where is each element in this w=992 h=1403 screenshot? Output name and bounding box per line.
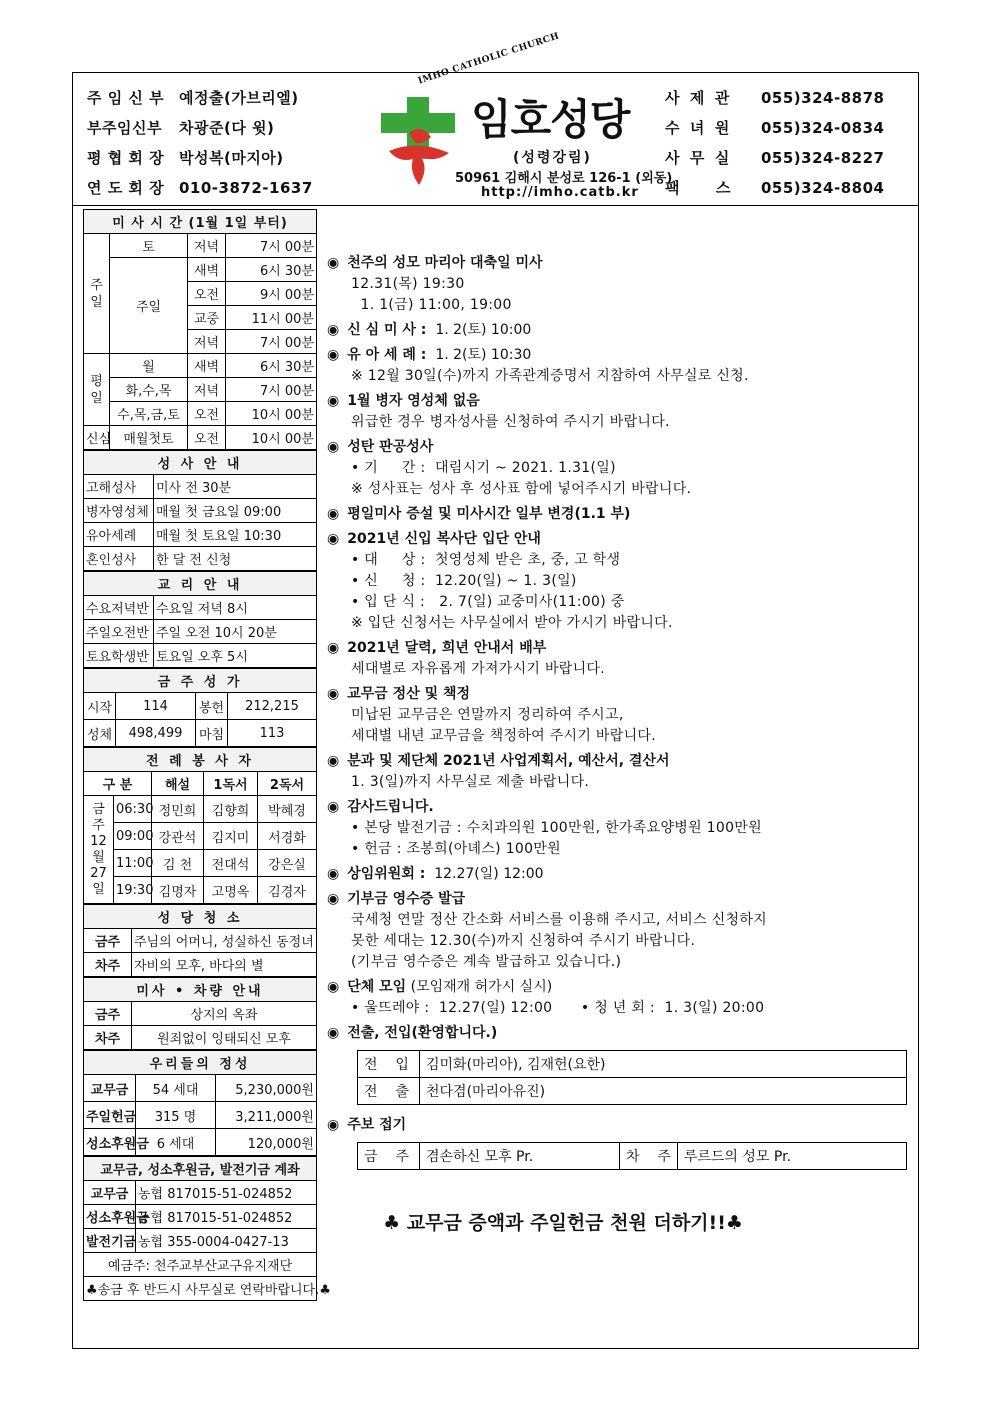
offering-kind: 주일헌금: [84, 1102, 136, 1129]
notice-line: • 입 단 식 : 2. 7(일) 교중미사(11:00) 중: [351, 594, 625, 610]
servers-time: 09:00: [114, 823, 152, 850]
mass-time: 10시 00분: [226, 426, 317, 450]
sacraments-key: 혼인성사: [84, 547, 154, 571]
servers-head: 해설: [152, 772, 204, 796]
notice-title: [327, 437, 917, 458]
contact-phone: 055)324-8804: [761, 179, 885, 197]
clergy-role: 부주임신부: [87, 119, 162, 137]
notice-title: [327, 529, 917, 550]
offering-kind: 성소후원금: [84, 1129, 136, 1156]
transfer-row: [358, 1051, 907, 1078]
cleaning-row: [84, 953, 317, 977]
transfer-table: [357, 1050, 907, 1105]
special-label: 신심: [84, 426, 110, 450]
mass-day: 매월첫토: [110, 426, 188, 450]
sidebar: [83, 209, 331, 1301]
accounts-value: 농협 817015-51-024852: [136, 1205, 317, 1229]
catechism-title: 교 리 안 내: [84, 572, 317, 596]
offering-title: 우리들의 정성: [84, 1051, 317, 1075]
contact-label: 사 제 관: [665, 89, 730, 107]
cross-flame-icon: [369, 93, 469, 193]
sacraments-value: 한 달 전 신청: [154, 547, 317, 571]
notice-line: 국세청 연말 정산 간소화 서비스를 이용해 주시고, 서비스 신청하지: [351, 912, 767, 928]
offering-kind: 교무금: [84, 1075, 136, 1102]
fold-value: 루르드의 성모 Pr.: [677, 1143, 906, 1170]
notice-line: 1. 1(금) 11:00, 19:00: [351, 297, 512, 313]
transfer-type: 전 입: [358, 1051, 420, 1078]
clergy-role: 주 임 신 부: [87, 89, 165, 107]
notice-title-text: 평일미사 증설 및 미사시간 일부 변경(1.1 부): [347, 506, 631, 522]
bullet-icon: ◉: [327, 439, 340, 455]
contact-label: 수 녀 원: [665, 119, 730, 137]
mass-time: 6시 30분: [226, 354, 317, 378]
church-name: 임호성당: [471, 95, 630, 144]
sacrament-title: 성 사 안 내: [84, 451, 317, 475]
notice-title-text: 2021년 신입 복사단 입단 안내: [347, 531, 541, 547]
notice-title: [327, 1023, 917, 1044]
offering-row: [84, 1129, 317, 1156]
bullet-icon: ◉: [327, 799, 340, 815]
mass-period: 저녁: [188, 234, 226, 258]
catechism-value: 주일 오전 10시 20분: [154, 620, 317, 644]
notice-title: [327, 889, 917, 910]
server-name: 박혜경: [258, 796, 317, 823]
transfer-names: 천다겸(마리아유진): [420, 1078, 907, 1105]
vehicle-title: 미사 • 차량 안내: [84, 978, 317, 1002]
sacraments-value: 미사 전 30분: [154, 475, 317, 499]
hymn-number: 114: [116, 693, 196, 720]
servers-date: 금주 12 월 27 일: [84, 796, 114, 904]
notice-item: [327, 345, 917, 387]
bullet-icon: ◉: [327, 393, 340, 409]
bullet-icon: ◉: [327, 979, 340, 995]
notice-title: [327, 345, 917, 366]
mass-day: 월: [110, 354, 188, 378]
sacraments-value: 매월 첫 금요일 09:00: [154, 499, 317, 523]
contact-row: [665, 143, 915, 173]
clergy-row: [87, 143, 349, 173]
notice-item: [327, 797, 917, 860]
notice-item: [327, 437, 917, 500]
servers-row: [84, 796, 317, 823]
offering-count: 315 명: [136, 1102, 216, 1129]
notice-title-tail: 1. 2(토) 10:00: [426, 322, 532, 338]
hymn-label: 시작: [84, 693, 116, 720]
mass-time: 11시 00분: [226, 306, 317, 330]
cleaning-table: [83, 904, 317, 977]
servers-time: 19:30: [114, 877, 152, 904]
contact-row: [665, 113, 915, 143]
notice-title-text: 교무금 정산 및 책정: [347, 686, 471, 702]
mass-time: 7시 00분: [226, 378, 317, 402]
notice-title: [327, 504, 917, 525]
contact-list: [665, 83, 915, 203]
offering-row: [84, 1075, 317, 1102]
catechism-row: [84, 596, 317, 620]
notice-item: [327, 977, 917, 1019]
notice-title-text: 기부금 영수증 발급: [347, 891, 466, 907]
notice-item: [327, 684, 917, 747]
hymn-label: 봉헌: [196, 693, 228, 720]
notice-line: 1. 3(일)까지 사무실로 제출 바랍니다.: [351, 774, 590, 790]
sacraments-key: 병자영성체: [84, 499, 154, 523]
mass-period: 오전: [188, 426, 226, 450]
depositor: 예금주: 천주교부산교구유지재단: [84, 1253, 317, 1277]
notice-item: [327, 391, 917, 433]
bullet-icon: ◉: [327, 640, 340, 656]
accounts-key: 발전기금: [84, 1229, 136, 1253]
sacraments-value: 매월 첫 토요일 10:30: [154, 523, 317, 547]
contact-label: 팩 스: [665, 179, 731, 197]
clergy-row: [87, 83, 349, 113]
notice-line: 세대별 내년 교무금을 책정하여 주시기 바랍니다.: [351, 728, 656, 744]
vehicle-row: [84, 1026, 317, 1050]
mass-period: 교중: [188, 306, 226, 330]
notice-line: ※ 입단 신청서는 사무실에서 받아 가시기 바랍니다.: [351, 615, 673, 631]
catechism-value: 수요일 저녁 8시: [154, 596, 317, 620]
server-name: 정민희: [152, 796, 204, 823]
servers-head: 2독서: [258, 772, 317, 796]
notice-title-text: 2021년 달력, 희년 안내서 배부: [347, 640, 547, 656]
clergy-role: 평 협 회 장: [87, 149, 165, 167]
notice-item: [327, 253, 917, 316]
servers-time: 11:00: [114, 850, 152, 877]
cleaning-title: 성 당 청 소: [84, 905, 317, 929]
clergy-name: 010-3872-1637: [179, 179, 313, 197]
server-name: 김지미: [204, 823, 258, 850]
offering-count: 6 세대: [136, 1129, 216, 1156]
server-name: 강관석: [152, 823, 204, 850]
notice-title: [327, 391, 917, 412]
transfer-notice: ♣송금 후 반드시 사무실로 연락바랍니다.♣: [84, 1277, 317, 1301]
notice-item: [327, 638, 917, 680]
clergy-name: 예정출(가브리엘): [179, 89, 299, 107]
catechism-table: [83, 571, 317, 668]
server-name: 김명자: [152, 877, 204, 904]
bullet-icon: ◉: [327, 255, 340, 271]
notice-title-text: 신 심 미 사 :: [347, 322, 427, 338]
notice-title-text: 단체 모임: [347, 979, 407, 995]
transfer-names: 김미화(마리아), 김재헌(요한): [420, 1051, 907, 1078]
cleaning-value: 자비의 모후, 바다의 별: [132, 953, 317, 977]
catechism-row: [84, 644, 317, 668]
hymn-table: [83, 668, 317, 747]
contact-row: [665, 173, 915, 203]
vehicle-table: [83, 977, 317, 1050]
server-name: 고명옥: [204, 877, 258, 904]
notice-title: [327, 253, 917, 274]
accounts-key: 성소후원금: [84, 1205, 136, 1229]
accounts-value: 농협 355-0004-0427-13: [136, 1229, 317, 1253]
bullet-icon: ◉: [327, 753, 340, 769]
notice-title: [327, 320, 917, 341]
mass-period: 저녁: [188, 330, 226, 354]
server-name: 김 천: [152, 850, 204, 877]
notice-item: [327, 751, 917, 793]
header: [73, 31, 918, 206]
cleaning-key: 금주: [84, 929, 132, 953]
church-logo: [363, 31, 673, 203]
hymn-row: [84, 720, 317, 747]
notice-line: ※ 12월 30일(수)까지 가족관계증명서 지참하여 사무실로 신청.: [351, 368, 749, 384]
catechism-value: 토요일 오후 5시: [154, 644, 317, 668]
notice-line: 못한 세대는 12.30(수)까지 신청하여 주시기 바랍니다.: [351, 933, 696, 949]
cleaning-key: 차주: [84, 953, 132, 977]
notice-line: 미납된 교무금은 연말까지 정리하여 주시고,: [351, 707, 624, 723]
servers-head: 구 분: [84, 772, 152, 796]
vehicle-value: 상지의 옥좌: [132, 1002, 317, 1026]
bulletin-frame: [72, 31, 919, 1349]
notice-line: 세대별로 자유롭게 가져가시기 바랍니다.: [351, 661, 606, 677]
servers-row: [84, 877, 317, 904]
hymn-title: 금 주 성 가: [84, 669, 317, 693]
fold-table: [357, 1142, 907, 1170]
bullet-icon: ◉: [327, 531, 340, 547]
notice-item: [327, 1023, 917, 1044]
clergy-name: 박성복(마지아): [179, 149, 284, 167]
server-name: 강은실: [258, 850, 317, 877]
notice-title-text: 분과 및 제단체 2021년 사업계획서, 예산서, 결산서: [347, 753, 670, 769]
catechism-row: [84, 620, 317, 644]
notice-title-text: 천주의 성모 마리아 대축일 미사: [347, 255, 543, 271]
notice-title-tail: 1. 2(토) 10:30: [426, 347, 532, 363]
sacraments-row: [84, 475, 317, 499]
hymn-number: 212,215: [228, 693, 317, 720]
vehicle-row: [84, 1002, 317, 1026]
mass-time: 7시 00분: [226, 234, 317, 258]
fold-key: 차 주: [620, 1143, 678, 1170]
accounts-row: [84, 1181, 317, 1205]
mass-period: 오전: [188, 402, 226, 426]
vehicle-value: 원죄없이 잉태되신 모후: [132, 1026, 317, 1050]
notice-line: • 본당 발전기금 : 수치과의원 100만원, 한가족요양병원 100만원: [351, 820, 762, 836]
logo-arc-text: IMHO CATHOLIC CHURCH: [417, 31, 561, 87]
hymn-label: 마침: [196, 720, 228, 747]
bullet-icon: ◉: [327, 686, 340, 702]
server-name: 서경화: [258, 823, 317, 850]
mass-time: 7시 00분: [226, 330, 317, 354]
offering-amount: 5,230,000원: [216, 1075, 317, 1102]
offering-table: [83, 1050, 317, 1156]
mass-period: 새벽: [188, 258, 226, 282]
server-name: 김경자: [258, 877, 317, 904]
notice-title: [327, 797, 917, 818]
fold-key: 금 주: [358, 1143, 420, 1170]
notice-line: • 울뜨레야 : 12.27(일) 12:00 • 청 년 회 : 1. 3(일) 20:00: [351, 1000, 765, 1016]
notice-title: [327, 684, 917, 705]
church-subtitle: (성령강림): [513, 150, 592, 166]
server-name: 김향희: [204, 796, 258, 823]
notice-title-text: 감사드립니다.: [347, 799, 434, 815]
servers-table: [83, 747, 317, 904]
mass-day: 화,수,목: [110, 378, 188, 402]
mass-period: 저녁: [188, 378, 226, 402]
mass-day: 토: [110, 234, 188, 258]
notice-title: ◉ 주보 접기: [327, 1117, 407, 1133]
mass-time: 6시 30분: [226, 258, 317, 282]
notice-item: [327, 889, 917, 973]
accounts-key: 교무금: [84, 1181, 136, 1205]
mass-period: 새벽: [188, 354, 226, 378]
transfer-type: 전 출: [358, 1078, 420, 1105]
hymn-number: 113: [228, 720, 317, 747]
mass-day: 주일: [110, 258, 188, 354]
clergy-list: [87, 83, 349, 203]
notice-title-text: 유 아 세 례 :: [347, 347, 427, 363]
contact-phone: 055)324-0834: [761, 119, 885, 137]
sacraments-key: 고해성사: [84, 475, 154, 499]
hymn-label: 성체: [84, 720, 116, 747]
notice-line: ※ 성사표는 성사 후 성사표 함에 넣어주시기 바랍니다.: [351, 481, 692, 497]
mass-time: 10시 00분: [226, 402, 317, 426]
notice-item: [327, 864, 917, 885]
bullet-icon: ◉: [327, 347, 340, 363]
notice-line: 위급한 경우 병자성사를 신청하여 주시기 바랍니다.: [351, 414, 670, 430]
clergy-row: [87, 113, 349, 143]
notice-title-tail: 12.27(일) 12:00: [425, 866, 544, 882]
notice-line: 12.31(목) 19:30: [351, 276, 465, 292]
server-name: 전대석: [204, 850, 258, 877]
sacraments-key: 유아세례: [84, 523, 154, 547]
servers-title: 전 례 봉 사 자: [84, 748, 317, 772]
catechism-key: 토요학생반: [84, 644, 154, 668]
notice-title: [327, 864, 917, 885]
servers-time: 06:30: [114, 796, 152, 823]
notice-line: • 대 상 : 첫영성체 받은 초, 중, 고 학생: [351, 552, 621, 568]
notice-item: [327, 529, 917, 634]
contact-label: 사 무 실: [665, 149, 730, 167]
fold-value: 겸손하신 모후 Pr.: [420, 1143, 620, 1170]
notice-title: [327, 638, 917, 659]
clergy-role: 연 도 회 장: [87, 179, 165, 197]
transfer-row: [358, 1078, 907, 1105]
offering-count: 54 세대: [136, 1075, 216, 1102]
clergy-name: 차광준(다 윗): [179, 119, 275, 137]
offering-amount: 3,211,000원: [216, 1102, 317, 1129]
contact-phone: 055)324-8227: [761, 149, 885, 167]
weekday-label: 평일: [84, 354, 110, 426]
contact-row: [665, 83, 915, 113]
bullet-icon: ◉: [327, 506, 340, 522]
hymn-number: 498,499: [116, 720, 196, 747]
notice-title-text: 성탄 판공성사: [347, 439, 434, 455]
church-address: 50961 김해시 분성로 126-1 (외동): [455, 171, 673, 186]
sacrament-table: [83, 450, 317, 571]
accounts-value: 농협 817015-51-024852: [136, 1181, 317, 1205]
notice-line: (기부금 영수증은 계속 발급하고 있습니다.): [351, 954, 622, 970]
mass-period: 오전: [188, 282, 226, 306]
bullet-icon: ◉: [327, 1025, 340, 1041]
notice-title-text: 1월 병자 영성체 없음: [347, 393, 480, 409]
mass-day: 수,목,금,토: [110, 402, 188, 426]
account-title: 교무금, 성소후원금, 발전기금 계좌: [84, 1157, 317, 1181]
notice-title-text: 상임위원회 :: [347, 866, 426, 882]
notice-title-tail: (모임재개 허가시 실시): [406, 979, 553, 995]
notice-item: [327, 504, 917, 525]
sacraments-row: [84, 523, 317, 547]
notice-line: • 기 간 : 대림시기 ~ 2021. 1.31(일): [351, 460, 616, 476]
vehicle-key: 금주: [84, 1002, 132, 1026]
catechism-key: 수요저녁반: [84, 596, 154, 620]
notice-title-text: 전출, 전입(환영합니다.): [347, 1025, 498, 1041]
contact-phone: 055)324-8878: [761, 89, 885, 107]
servers-row: [84, 823, 317, 850]
notice-item: [327, 320, 917, 341]
catechism-key: 주일오전반: [84, 620, 154, 644]
notices: [327, 253, 917, 1180]
clergy-row: [87, 173, 349, 203]
notice-line: • 헌금 : 조봉희(아녜스) 100만원: [351, 841, 561, 857]
bullet-icon: ◉: [327, 1117, 340, 1133]
notice-title: [327, 977, 917, 998]
notice-title: [327, 751, 917, 772]
mass-title: 미 사 시 간 (1월 1일 부터): [84, 210, 317, 234]
servers-head: 1독서: [204, 772, 258, 796]
footer-slogan: ♣ 교무금 증액과 주일헌금 천원 더하기!!♣: [383, 1212, 743, 1234]
offering-amount: 120,000원: [216, 1129, 317, 1156]
notice-line: • 신 청 : 12.20(일) ~ 1. 3(일): [351, 573, 577, 589]
cleaning-value: 주님의 어머니, 성실하신 동정녀: [132, 929, 317, 953]
sunday-label: 주일: [84, 234, 110, 354]
church-url[interactable]: http://imho.catb.kr: [481, 185, 639, 200]
mass-time: 9시 00분: [226, 282, 317, 306]
bullet-icon: ◉: [327, 866, 340, 882]
sacraments-row: [84, 547, 317, 571]
vehicle-key: 차주: [84, 1026, 132, 1050]
hymn-row: [84, 693, 317, 720]
offering-row: [84, 1102, 317, 1129]
servers-row: [84, 850, 317, 877]
bullet-icon: ◉: [327, 891, 340, 907]
mass-time-table: [83, 209, 317, 450]
cleaning-row: [84, 929, 317, 953]
sacraments-row: [84, 499, 317, 523]
bullet-icon: ◉: [327, 322, 340, 338]
